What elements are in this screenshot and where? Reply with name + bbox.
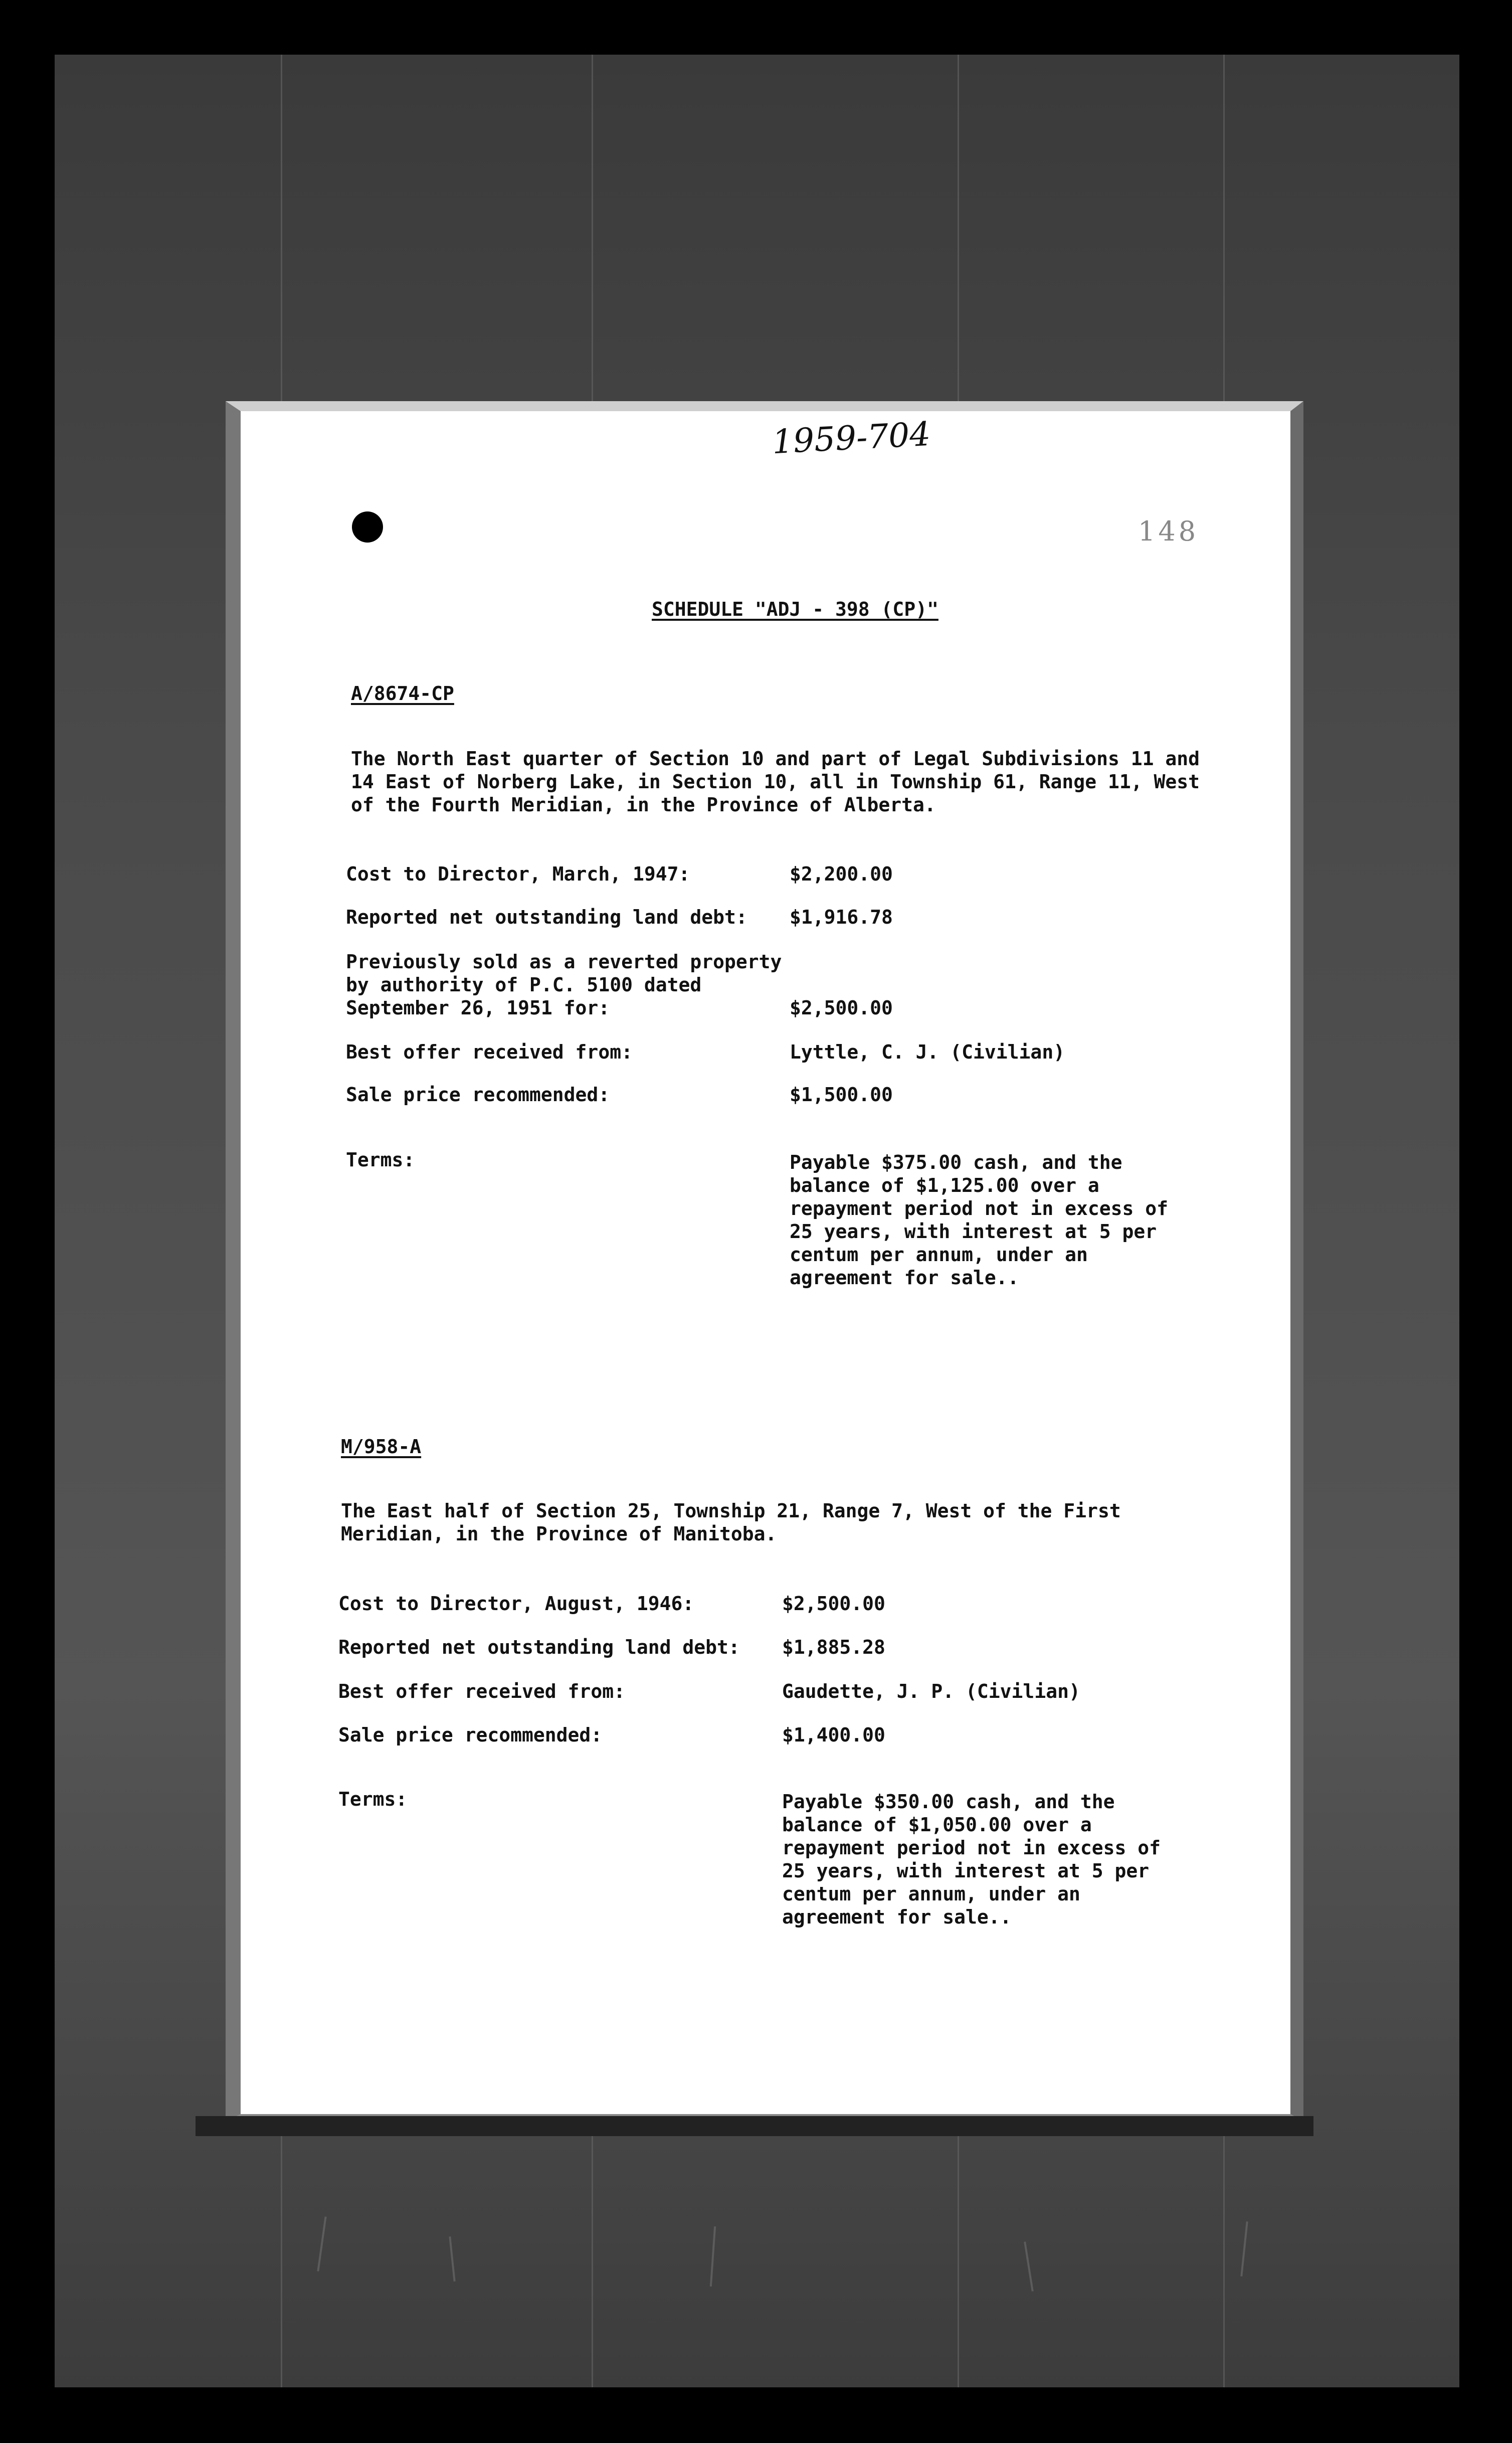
terms-label: Terms: [338, 1788, 408, 1810]
price-label: Sale price recommended: [346, 1084, 610, 1106]
schedule-title: SCHEDULE "ADJ - 398 (CP)" [652, 598, 938, 620]
sheet-shadow [196, 2116, 1313, 2136]
previous-sale-value: $2,500.00 [790, 997, 893, 1019]
offer-label: Best offer received from: [346, 1041, 633, 1063]
punch-hole [352, 511, 383, 543]
offer-value: Gaudette, J. P. (Civilian) [782, 1680, 1080, 1702]
cost-value: $2,200.00 [790, 863, 893, 885]
offer-value: Lyttle, C. J. (Civilian) [790, 1041, 1065, 1063]
handwritten-note: 1959-704 [771, 414, 932, 462]
entry-reference: A/8674-CP [351, 682, 454, 705]
cost-label: Cost to Director, March, 1947: [346, 863, 690, 885]
debt-label: Reported net outstanding land debt: [346, 906, 747, 928]
page-number-stamp: 148 [1138, 515, 1199, 547]
debt-label: Reported net outstanding land debt: [338, 1636, 740, 1658]
entry-description: The North East quarter of Section 10 and part of Legal Subdivisions 11 and 14 East of Norberg Lake, in Section 10, all in Township 61, Range 11, West of the Fourth Meridian, in the Province of Alberta. [351, 748, 1200, 816]
debt-value: $1,885.28 [782, 1636, 885, 1658]
previous-sale-label: Previously sold as a reverted property [346, 951, 782, 973]
price-value: $1,500.00 [790, 1084, 893, 1106]
price-label: Sale price recommended: [338, 1724, 603, 1746]
offer-label: Best offer received from: [338, 1680, 625, 1702]
entry-description: The East half of Section 25, Township 21, Range 7, West of the First Meridian, in the Province of Manitoba. [341, 1500, 1121, 1545]
entry-reference: M/958-A [341, 1436, 422, 1458]
previous-sale-label: September 26, 1951 for: [346, 997, 610, 1019]
cost-value: $2,500.00 [782, 1593, 885, 1615]
terms-value: Payable $375.00 cash, and the balance of $1,125.00 over a repayment period not in excess of 25 years, with interest at 5 per centum per annum, under an agreement for sale.. [790, 1151, 1168, 1289]
terms-label: Terms: [346, 1149, 415, 1171]
terms-value: Payable $350.00 cash, and the balance of $1,050.00 over a repayment period not in excess of 25 years, with interest at 5 per centum per annum, under an agreement for sale.. [782, 1791, 1161, 1928]
cost-label: Cost to Director, August, 1946: [338, 1593, 694, 1615]
price-value: $1,400.00 [782, 1724, 885, 1746]
previous-sale-label: by authority of P.C. 5100 dated [346, 974, 702, 996]
debt-value: $1,916.78 [790, 906, 893, 928]
